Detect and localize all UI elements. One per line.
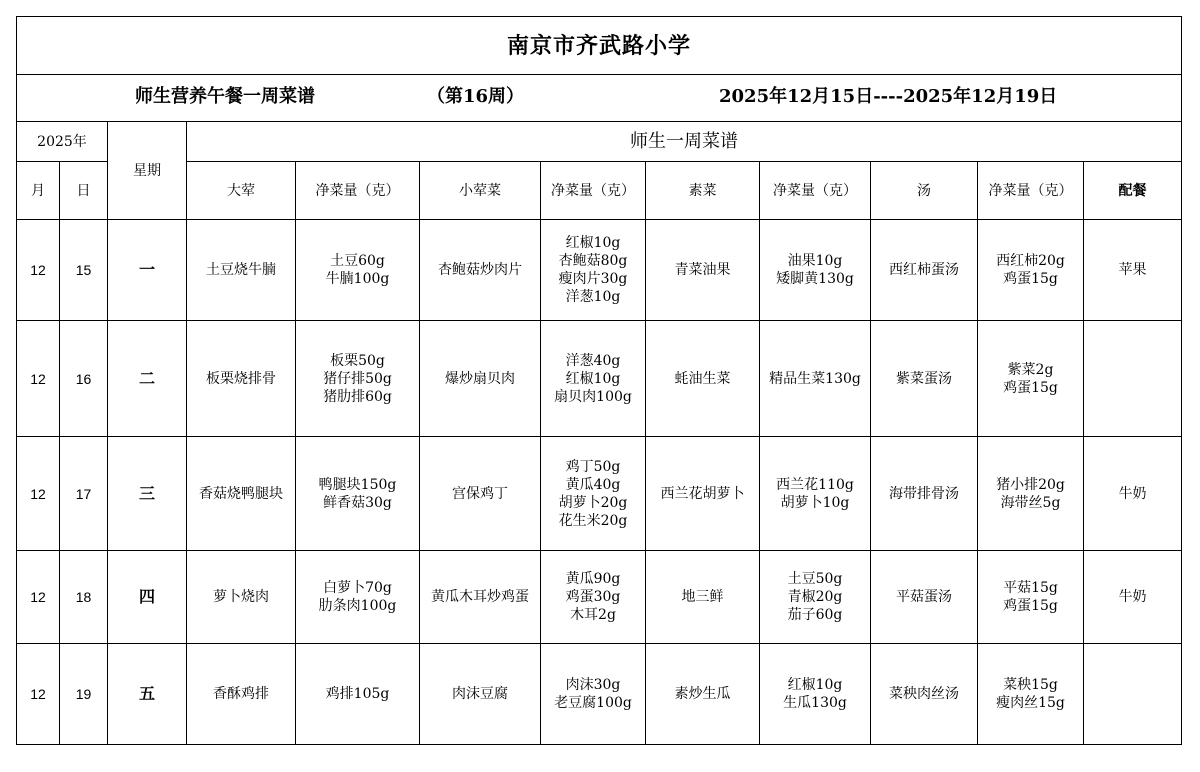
side-dish: 牛奶 [1084, 551, 1182, 644]
small-meat-dish: 黄瓜木耳炒鸡蛋 [420, 551, 541, 644]
side-dish [1084, 321, 1182, 437]
column-header-small-meat: 小荤菜 [420, 162, 541, 220]
small-meat-dish: 爆炒扇贝肉 [420, 321, 541, 437]
month-cell: 12 [17, 437, 60, 551]
big-meat-dish: 萝卜烧肉 [187, 551, 296, 644]
school-title: 南京市齐武路小学 [17, 17, 1182, 75]
big-meat-amount: 鸡排105g [296, 644, 420, 745]
big-meat-dish: 香菇烧鸭腿块 [187, 437, 296, 551]
veg-dish: 西兰花胡萝卜 [646, 437, 760, 551]
small-meat-amount: 洋葱40g 红椒10g 扇贝肉100g [541, 321, 646, 437]
month-cell: 12 [17, 321, 60, 437]
veg-dish: 地三鲜 [646, 551, 760, 644]
year-header: 2025年 [17, 122, 108, 162]
month-cell: 12 [17, 220, 60, 321]
small-meat-dish: 肉沫豆腐 [420, 644, 541, 745]
title-row [17, 17, 1182, 75]
column-header-veg: 素菜 [646, 162, 760, 220]
big-meat-dish: 土豆烧牛腩 [187, 220, 296, 321]
side-dish: 苹果 [1084, 220, 1182, 321]
month-cell: 12 [17, 644, 60, 745]
column-header-big-meat: 大荤 [187, 162, 296, 220]
veg-amount: 精品生菜130g [760, 321, 871, 437]
small-meat-amount: 黄瓜90g 鸡蛋30g 木耳2g [541, 551, 646, 644]
month-cell: 12 [17, 551, 60, 644]
weekday-cell: 五 [108, 644, 187, 745]
veg-amount: 红椒10g 生瓜130g [760, 644, 871, 745]
month-header: 月 [17, 162, 60, 220]
veg-dish: 素炒生瓜 [646, 644, 760, 745]
day-cell: 17 [60, 437, 108, 551]
header-row-2 [17, 162, 1182, 220]
soup-amount: 西红柿20g 鸡蛋15g [978, 220, 1084, 321]
veg-amount: 油果10g 矮脚黄130g [760, 220, 871, 321]
subtitle-row [17, 75, 1182, 122]
day-cell: 15 [60, 220, 108, 321]
big-meat-amount: 鸭腿块150g 鲜香菇30g [296, 437, 420, 551]
soup-amount: 菜秧15g 瘦肉丝15g [978, 644, 1084, 745]
table-row [17, 551, 1182, 644]
big-meat-amount: 白萝卜70g 肋条肉100g [296, 551, 420, 644]
weekday-cell: 四 [108, 551, 187, 644]
column-header-side: 配餐 [1084, 162, 1182, 220]
small-meat-amount: 肉沫30g 老豆腐100g [541, 644, 646, 745]
soup-dish: 海带排骨汤 [871, 437, 978, 551]
small-meat-dish: 宫保鸡丁 [420, 437, 541, 551]
side-dish [1084, 644, 1182, 745]
veg-amount: 土豆50g 青椒20g 茄子60g [760, 551, 871, 644]
menu-title: 师生一周菜谱 [187, 122, 1182, 162]
subtitle-cell [17, 75, 1182, 122]
soup-dish: 平菇蛋汤 [871, 551, 978, 644]
date-range: 2025年12月15日----2025年12月19日 [719, 86, 1058, 107]
weekday-cell: 一 [108, 220, 187, 321]
table-row [17, 321, 1182, 437]
big-meat-amount: 土豆60g 牛腩100g [296, 220, 420, 321]
soup-dish: 菜秧肉丝汤 [871, 644, 978, 745]
veg-dish: 蚝油生菜 [646, 321, 760, 437]
small-meat-amount: 鸡丁50g 黄瓜40g 胡萝卜20g 花生米20g [541, 437, 646, 551]
table-row [17, 437, 1182, 551]
soup-dish: 紫菜蛋汤 [871, 321, 978, 437]
column-header-amount: 净菜量（克） [541, 162, 646, 220]
week-number: （第16周） [427, 86, 525, 107]
column-header-soup: 汤 [871, 162, 978, 220]
big-meat-amount: 板栗50g 猪仔排50g 猪肋排60g [296, 321, 420, 437]
veg-dish: 青菜油果 [646, 220, 760, 321]
soup-amount: 紫菜2g 鸡蛋15g [978, 321, 1084, 437]
table-row [17, 644, 1182, 745]
weekday-cell: 二 [108, 321, 187, 437]
column-header-amount: 净菜量（克） [978, 162, 1084, 220]
side-dish: 牛奶 [1084, 437, 1182, 551]
small-meat-dish: 杏鲍菇炒肉片 [420, 220, 541, 321]
column-header-amount: 净菜量（克） [296, 162, 420, 220]
day-header: 日 [60, 162, 108, 220]
day-cell: 18 [60, 551, 108, 644]
veg-amount: 西兰花110g 胡萝卜10g [760, 437, 871, 551]
soup-amount: 平菇15g 鸡蛋15g [978, 551, 1084, 644]
menu-name: 师生营养午餐一周菜谱 [135, 86, 315, 107]
small-meat-amount: 红椒10g 杏鲍菇80g 瘦肉片30g 洋葱10g [541, 220, 646, 321]
weekly-menu-table [16, 16, 1182, 745]
weekday-cell: 三 [108, 437, 187, 551]
day-cell: 16 [60, 321, 108, 437]
weekday-header: 星期 [108, 122, 187, 220]
big-meat-dish: 板栗烧排骨 [187, 321, 296, 437]
big-meat-dish: 香酥鸡排 [187, 644, 296, 745]
column-header-amount: 净菜量（克） [760, 162, 871, 220]
table-row [17, 220, 1182, 321]
header-row-1 [17, 122, 1182, 162]
soup-amount: 猪小排20g 海带丝5g [978, 437, 1084, 551]
soup-dish: 西红柿蛋汤 [871, 220, 978, 321]
day-cell: 19 [60, 644, 108, 745]
